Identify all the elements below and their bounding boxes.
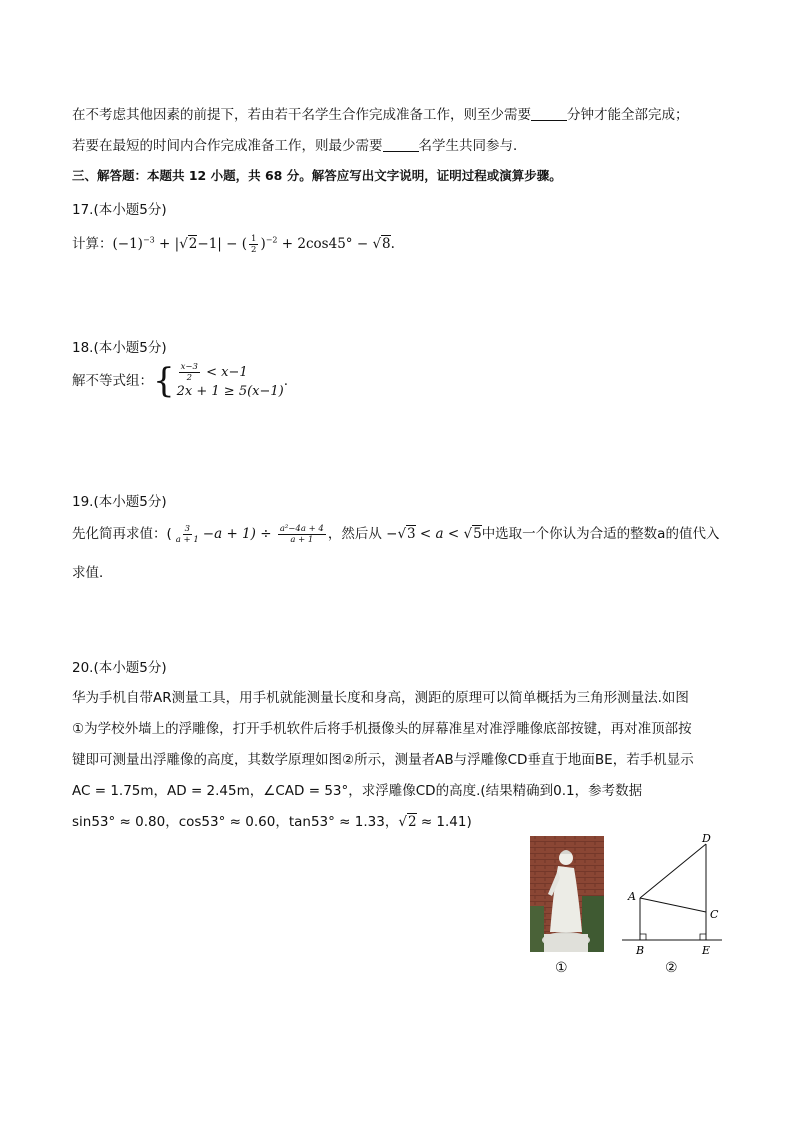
right-angle-E — [700, 934, 706, 940]
intro-line-1-text: 在不考虑其他因素的前提下，若由若干名学生合作完成准备工作，则至少需要 — [72, 107, 531, 123]
q19-mid-3: < a < — [415, 526, 464, 542]
q18-row-1 — [177, 362, 284, 383]
answer-blank-1[interactable] — [531, 108, 567, 121]
right-angle-B — [640, 934, 646, 940]
q17-term-c: −1| − ( — [197, 236, 248, 252]
intro-line-1 — [72, 103, 689, 123]
q19-fraction-2 — [278, 524, 326, 545]
q18-row1-rest: < x−1 — [201, 365, 248, 380]
intro-line-2 — [72, 134, 527, 154]
q17-sqrt2: 2 — [188, 236, 198, 252]
q19-prefix: 先化简再求值：( — [72, 526, 172, 542]
q17-half-den: 2 — [251, 244, 257, 255]
q18-row-2: 2x + 1 ≥ 5(x−1) — [176, 384, 284, 399]
intro-line-2-text: 若要在最短的时间内合作完成准备工作，则最少需要 — [72, 138, 383, 154]
q19-f1-den: a + 1 — [175, 534, 199, 545]
q17-term-e: + 2cos45° − — [277, 236, 373, 252]
q17-prefix: 计算： — [72, 236, 113, 252]
segment-AC — [640, 898, 706, 912]
triangle-measurement-diagram — [618, 830, 728, 960]
q20-reference-data: sin53° ≈ 0.80，cos53° ≈ 0.60，tan53° ≈ 1.33， — [72, 814, 399, 830]
q20-reference-tail: ≈ 1.41) — [416, 814, 472, 830]
q19-f2-num: a²−4a + 4 — [279, 523, 324, 534]
q17-sqrt8: 8 — [382, 236, 391, 252]
q19-expression: 先化简再求值：( $\frac{3}{a + 1}$ −a + 1) ÷ $\frac{\text{a²−4a + 4}}{a + 1}$ ，然后从 −√3 < a < √5中选取一个你认为合适的整数a的值代入 — [72, 523, 720, 545]
q20-paragraph-1: 华为手机自带AR测量工具，用手机就能测量长度和身高，测距的原理可以简单概括为三角形测量法.如图 — [72, 690, 689, 706]
q17-half-num: 1 — [251, 233, 257, 244]
q20-sqrt2: 2 — [407, 814, 417, 830]
q17-header: 17.(本小题5分) — [72, 202, 167, 218]
q18-system — [72, 362, 288, 400]
q19-sqrt3: 3 — [407, 526, 416, 542]
q20-paragraph-4: AC = 1.75m，AD = 2.45m，∠CAD = 53°，求浮雕像CD的高度.(结果精确到0.1，参考数据 — [72, 783, 643, 799]
q18-row1-den: 2 — [186, 373, 193, 383]
q18-inequality-system: { $\frac{x-3}{2}$ < x−1 2x + 1 ≥ 5(x−1) — [153, 361, 284, 401]
q17-end: . — [390, 236, 395, 252]
q20-paragraph-5: sin53° ≈ 0.80，cos53° ≈ 0.60，tan53° ≈ 1.33，√2 ≈ 1.41) — [72, 814, 472, 830]
label-B: B — [636, 944, 645, 957]
q19-header: 19.(本小题5分) — [72, 494, 167, 510]
label-E: E — [702, 944, 711, 957]
label-C: C — [710, 908, 719, 921]
q19-sqrt5: 5 — [473, 526, 482, 542]
q19-mid-1: −a + 1) ÷ — [202, 526, 276, 542]
segment-AD — [640, 844, 706, 898]
q17-exp-a: −3 — [142, 235, 155, 245]
q18-row1-num: x−3 — [180, 362, 198, 372]
q17-exp-d: −2 — [265, 235, 278, 245]
q17-half-fraction — [249, 234, 258, 255]
q19-f1-num: 3 — [184, 523, 190, 534]
q18-header: 18.(本小题5分) — [72, 340, 167, 356]
q19-mid-2: ，然后从 − — [327, 526, 398, 542]
q17-term-a: (−1) — [112, 236, 143, 252]
intro-line-2-tail: 名学生共同参与． — [418, 138, 527, 154]
relief-statue-photo — [530, 836, 604, 952]
q17-term-b: + | — [154, 236, 180, 252]
figure-2-caption: ② — [665, 960, 678, 976]
q19-f2-den: a + 1 — [290, 534, 314, 545]
figure-1-caption: ① — [555, 960, 568, 976]
q19-line-2: 求值． — [72, 565, 113, 581]
q20-header: 20.(本小题5分) — [72, 660, 167, 676]
q18-prefix: 解不等式组： — [72, 373, 153, 389]
q19-fraction-1 — [174, 524, 201, 545]
q18-end: . — [283, 373, 289, 389]
label-D: D — [702, 832, 711, 845]
section-3-heading: 三、解答题：本题共 12 小题，共 68 分。解答应写出文字说明，证明过程或演算步骤。 — [72, 168, 562, 183]
q17-term-d: ) — [260, 236, 266, 252]
answer-blank-2[interactable] — [383, 139, 419, 152]
q20-paragraph-2: ①为学校外墙上的浮雕像，打开手机软件后将手机摄像头的屏幕准星对准浮雕像底部按键，再对准顶部按 — [72, 721, 692, 737]
q17-expression: 计算：$(-1)^{-3} + |√2-1|$ − ( $\frac{1}{2}$ )$^{-2}$ + 2cos45° − √8. — [72, 233, 395, 255]
label-A: A — [628, 890, 636, 903]
intro-line-1-tail: 分钟才能全部完成； — [567, 107, 689, 123]
q19-tail: 中选取一个你认为合适的整数a的值代入 — [481, 526, 720, 542]
q20-paragraph-3: 键即可测量出浮雕像的高度，其数学原理如图②所示，测量者AB与浮雕像CD垂直于地面BE，若手机显示 — [72, 752, 694, 768]
